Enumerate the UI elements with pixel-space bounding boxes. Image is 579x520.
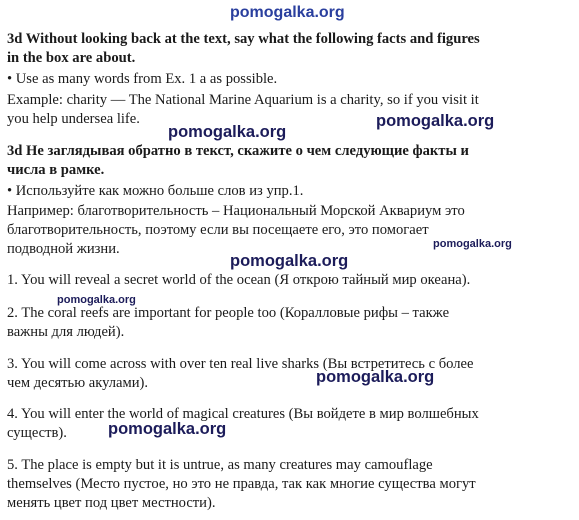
watermark: pomogalka.org (108, 420, 227, 438)
item-5-line-1: 5. The place is empty but it is untrue, as many creatures may camouflage (7, 457, 433, 473)
watermark: pomogalka.org (168, 123, 287, 141)
heading-ru-line-1: 3d Не заглядывая обратно в текст, скажите о чем следующие факты и (7, 143, 469, 159)
item-2-line-2: важны для людей). (7, 324, 125, 340)
item-4-line-2: существ). (7, 425, 67, 441)
heading-en-line-2: in the box are about. (7, 50, 136, 66)
watermark: pomogalka.org (316, 368, 435, 386)
instruction-ru: • Используйте как можно больше слов из упр.1. (7, 183, 304, 199)
item-3-line-1: 3. You will come across with over ten real live sharks (Вы встретитесь с более (7, 356, 474, 372)
instruction-en: • Use as many words from Ex. 1 a as possible. (7, 71, 278, 87)
example-ru-line-2: благотворительность, поэтому если вы посещаете его, это помогает (7, 222, 429, 238)
heading-ru-line-2: числа в рамке. (7, 162, 105, 178)
item-3-line-2: чем десятью акулами). (7, 375, 149, 391)
item-5-line-3: менять цвет под цвет местности). (7, 495, 216, 511)
example-ru-line-1: Например: благотворительность – Национальный Морской Аквариум это (7, 203, 465, 219)
example-en-line-1: Example: charity — The National Marine Aquarium is a charity, so if you visit it (7, 92, 479, 108)
example-en-line-2: you help undersea life. (7, 111, 140, 127)
item-2-line-1: 2. The coral reefs are important for people too (Коралловые рифы – также (7, 305, 450, 321)
example-ru-line-3: подводной жизни. (7, 241, 120, 257)
item-4-line-1: 4. You will enter the world of magical creatures (Вы войдете в мир волшебных (7, 406, 479, 422)
item-5-line-2: themselves (Место пустое, но это не правда, так как многие существа могут (7, 476, 476, 492)
watermark: pomogalka.org (433, 238, 512, 250)
heading-en-line-1: 3d Without looking back at the text, say what the following facts and figures (7, 31, 480, 47)
item-1-line-1: 1. You will reveal a secret world of the ocean (Я открою тайный мир океана). (7, 272, 471, 288)
watermark: pomogalka.org (230, 4, 345, 21)
watermark: pomogalka.org (57, 294, 136, 306)
watermark: pomogalka.org (230, 252, 349, 270)
watermark: pomogalka.org (376, 112, 495, 130)
